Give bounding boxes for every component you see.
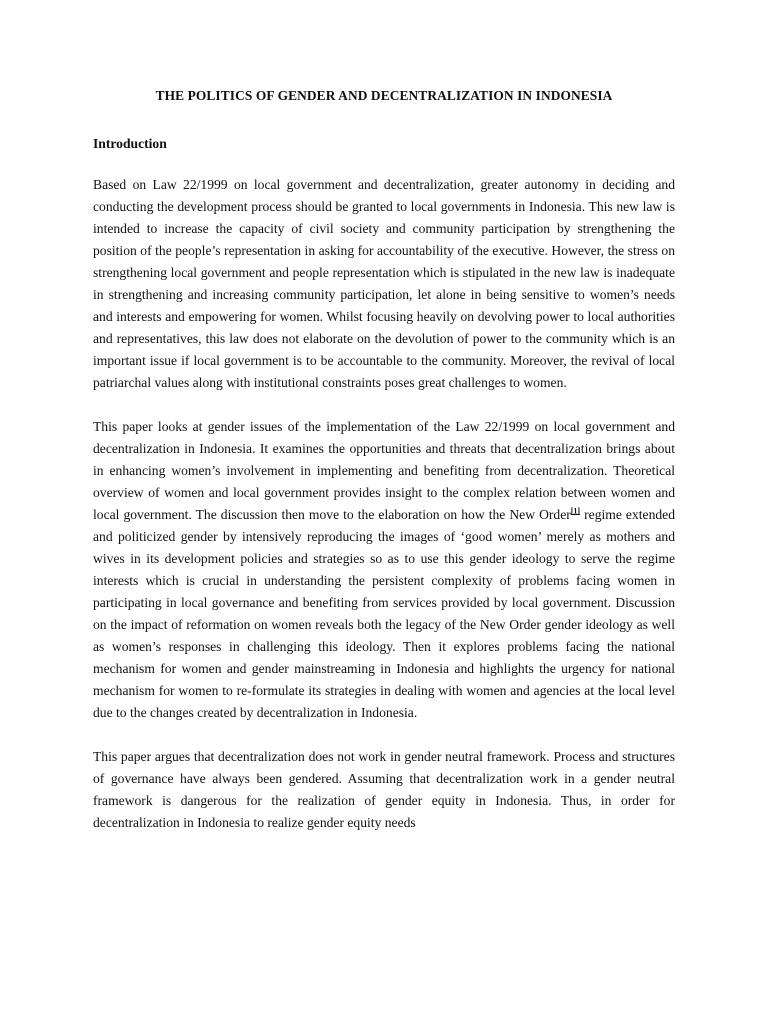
paragraph-3: This paper argues that decentralization does not work in gender neutral framework. Process and structures of governance have always been gendered. Assuming that decentralization work in a gender neutral framework is dangerous for the realization of gender equity in Indonesia. Thus, in order for decentralization in Indonesia to realize gender equity needs <box>93 749 675 830</box>
section-heading: Introduction <box>93 136 167 151</box>
paragraph-1: Based on Law 22/1999 on local government and decentralization, greater autonomy in deciding and conducting the development process should be granted to local governments in Indonesia. This new law is intended to increase the capacity of civil society and community participation by strengthening the position of the people’s representation in asking for accountability of the executive. However, the stress on strengthening local government and people representation which is stipulated in the new law is inadequate in strengthening and increasing community participation, let alone in being sensitive to women’s needs and interests and empowering for women. Whilst focusing heavily on devolving power to local authorities and representatives, this law does not elaborate on the devolution of power to the community which is an important issue if local government is to be accountable to the community. Moreover, the revival of local patriarchal values along with institutional constraints poses great challenges to women. <box>93 177 675 390</box>
paragraph-2-text-before-footnote: This paper looks at gender issues of the implementation of the Law 22/1999 on local government and decentralization in Indonesia. It examines the opportunities and threats that decentralization brings about in enhancing women’s involvement in implementing and benefiting from decentralization. Theoretical overview of women and local government provides insight to the complex relation between women and local government. The discussion then move to the elaboration on how the New Order <box>93 419 675 522</box>
document-title: THE POLITICS OF GENDER AND DECENTRALIZATION IN INDONESIA <box>155 88 613 103</box>
paragraph-2 <box>93 416 675 724</box>
paragraph-2-text-after-footnote: regime extended and politicized gender by intensively reproducing the images of ‘good women’ merely as mothers and wives in its development policies and strategies so as to use this gender ideology to serve the regime interests which is crucial in understanding the persistent complexity of problems facing women in participating in local governance and benefiting from services provided by local government. Discussion on the impact of reformation on women reveals both the legacy of the New Order gender ideology as well as women’s responses in challenging this ideology. Then it explores problems facing the national mechanism for women and gender mainstreaming in Indonesia and highlights the urgency for national mechanism for women to re-formulate its strategies in dealing with women and agencies at the local level due to the changes created by decentralization in Indonesia. <box>93 507 675 720</box>
footnote-link[interactable]: [1] <box>570 506 581 516</box>
